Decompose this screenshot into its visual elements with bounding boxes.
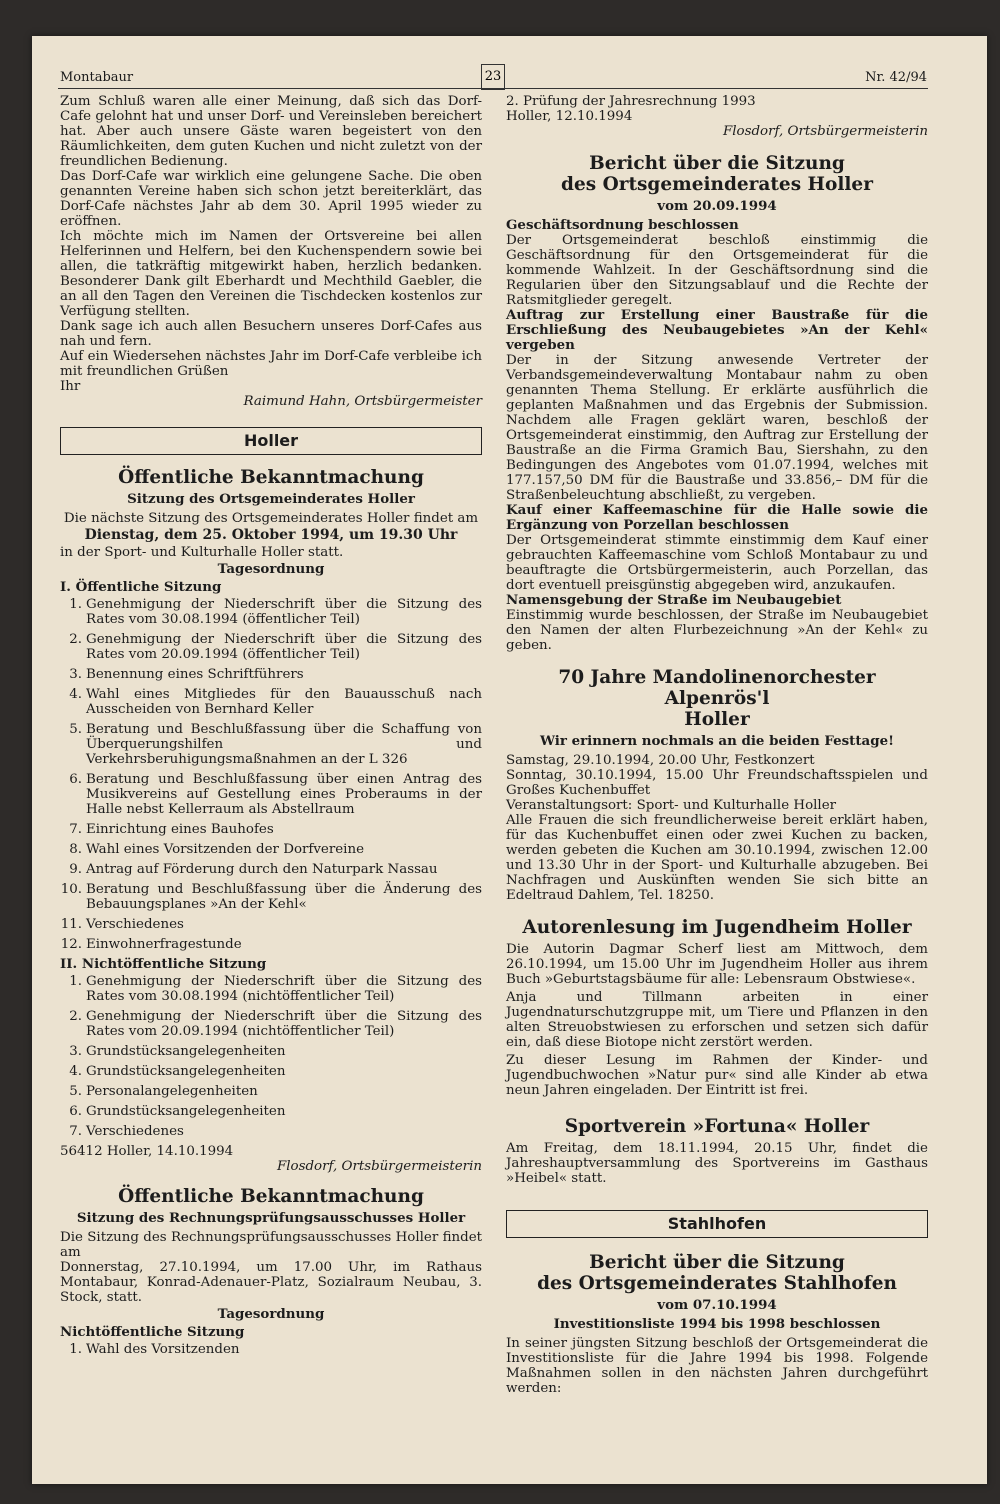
list-item: 3. Benennung eines Schriftführers [69,667,304,682]
report-title: Bericht über die Sitzung des Ortsgemeinderates Stahlhofen [537,1252,897,1294]
list-item: 3. Grundstücksangelegenheiten [69,1044,286,1059]
page-number: 23 [481,64,505,90]
meeting-date: Dienstag, dem 25. Oktober 1994, um 19.30 Uhr [84,527,458,543]
announcement-subtitle: Sitzung des Ortsgemeinderates Holler [127,491,415,507]
sport-title: Sportverein »Fortuna« Holler [564,1116,870,1137]
report-text: Der Ortsgemeinderat beschloß einstimmig die Geschäftsordnung für den Ortsgemeinderat für die kommende Wahlzeit. In der Geschäftsordnung sind die Regularien über den Sitzungsablauf und die Rechte der Ratsmitglieder geregelt. [506,233,928,308]
report-heading: Namensgebung der Straße im Neubaugebiet [506,592,842,608]
reading-text: Die Autorin Dagmar Scherf liest am Mittwoch, dem 26.10.1994, um 15.00 Uhr im Jugendheim Holler aus ihrem Buch »Geburtstagsbäume für alle: Lebensraum Obstwiese«. [506,942,928,987]
section-holler: Holler [60,427,482,455]
reading-title: Autorenlesung im Jugendheim Holler [522,917,912,938]
report-heading: Auftrag zur Erstellung einer Baustraße für die Erschließung des Neubaugebietes »An der Kehl« vergeben [506,307,928,353]
list-item: 5. Beratung und Beschlußfassung über die Schaffung von Überquerungshilfen und Verkehrsberuhigungsmaßnahmen an der L 326 [69,722,482,767]
agenda-heading: Tagesordnung [217,1306,325,1322]
meeting-date: Donnerstag, 27.10.1994, um 17.00 Uhr, im Rathaus Montabaur, Konrad-Adenauer-Platz, Sozialraum Neubau, 3. Stock, statt. [60,1260,482,1305]
signature: Raimund Hahn, Ortsbürgermeister [243,394,482,409]
mandolin-title: 70 Jahre Mandolinenorchester Alpenrös'l Holler [558,667,876,730]
announcement-title: Öffentliche Bekanntmachung [118,467,424,488]
list-item: 8. Wahl eines Vorsitzenden der Dorfvereine [69,842,365,857]
list-item: 5. Personalangelegenheiten [69,1084,258,1099]
list-item: 12. Einwohnerfragestunde [60,937,242,952]
report-heading: Investitionsliste 1994 bis 1998 beschlossen [553,1316,881,1332]
reading-text: Zu dieser Lesung im Rahmen der Kinder- und Jugendbuchwochen »Natur pur« sind alle Kinder ab etwa neun Jahren eingeladen. Der Eintritt ist frei. [506,1053,928,1098]
section-stahlhofen: Stahlhofen [506,1210,928,1238]
list-item: 1. Genehmigung der Niederschrift über die Sitzung des Rates vom 30.08.1994 (nichtöffentlicher Teil) [69,974,482,1004]
right-column [506,94,928,1396]
intro-paragraph: Zum Schluß waren alle einer Meinung, daß sich das Dorf-Cafe gelohnt hat und unser Dorf- und Vereinsleben bereichert hat. Aber auch unsere Gäste waren begeistert von den Räumlichkeiten, dem guten Kuchen und nicht zuletzt von der freundlichen Bedienung. [60,94,482,169]
list-item: 2. Genehmigung der Niederschrift über die Sitzung des Rates vom 20.09.1994 (öffentlicher Teil) [69,632,482,662]
reading-text: Anja und Tillmann arbeiten in einer Jugendnaturschutzgruppe mit, um Tiere und Pflanzen in den alten Streuobstwiesen zu erforschen und setzen sich dafür ein, daß diese Biotope nicht zerstört werden. [506,990,928,1050]
list-item: 9. Antrag auf Förderung durch den Naturpark Nassau [69,862,438,877]
list-item: 11. Verschiedenes [60,917,184,932]
list-item: 6. Beratung und Beschlußfassung über einen Antrag des Musikvereins auf Gestellung eines Proberaums in der Halle nebst Kellerraum als Abstellraum [69,772,482,817]
list-item: 7. Verschiedenes [69,1124,184,1139]
mandolin-line: Veranstaltungsort: Sport- und Kulturhalle Holler [506,798,837,813]
list-item: 1. Wahl des Vorsitzenden [69,1342,240,1357]
header-town: Montabaur [60,70,134,85]
signature: Flosdorf, Ortsbürgermeisterin [722,124,928,139]
report-text: Einstimmig wurde beschlossen, der Straße im Neubaugebiet den Namen der alten Flurbezeichnung »An der Kehl« zu geben. [506,608,928,653]
agenda-heading: Tagesordnung [217,561,325,577]
report-date: vom 07.10.1994 [657,1297,777,1313]
announcement-lead: Die nächste Sitzung des Ortsgemeinderates Holler findet am [63,511,479,526]
paragraph: Auf ein Wiedersehen nächstes Jahr im Dorf-Cafe verbleibe ich mit freundlichen Grüßen [60,349,482,379]
announcement-lead: Die Sitzung des Rechnungsprüfungsausschusses Holler findet am [60,1230,482,1260]
list-item: 4. Wahl eines Mitgliedes für den Bauausschuß nach Ausscheiden von Bernhard Keller [69,687,482,717]
report-text: Der Ortsgemeinderat stimmte einstimmig dem Kauf einer gebrauchten Kaffeemaschine vom Schloß Montabaur zu und beauftragte die Ortsbürgermeisterin, auch Porzellan, das dort eventuell preisgünstig abgegeben wird, anzukaufen. [506,533,928,593]
continued-item: 2. Prüfung der Jahresrechnung 1993 [506,94,756,109]
report-text: Der in der Sitzung anwesende Vertreter der Verbandsgemeindeverwaltung Montabaur nahm zu oben genannten Thema Stellung. Er erklärte ausführlich die geplanten Maßnahmen und das Ergebnis der Submission. Nachdem alle Fragen geklärt waren, beschloß der Ortsgemeinderat einstimmig, den Auftrag zur Erstellung der Baustraße an die Firma Gramich Bau, Siershahn, zu den Bedingungen des Angebotes vom 01.07.1994, welches mit 177.157,50 DM für die Baustraße und 33.856,– DM für die Straßenbeleuchtung abschließt, zu vergeben. [506,353,928,503]
paragraph: Ich möchte mich im Namen der Ortsvereine bei allen Helferinnen und Helfern, bei den Kuchenspendern sowie bei allen, die tatkräftig mitgewirkt haben, herzlich bedanken. Besonderer Dank gilt Eberhardt und Mechthild Gaebler, die an all den Tagen den Vereinen die Tischdecken kostenlos zur Verfügung stellten. [60,229,482,319]
public-session-heading: I. Öffentliche Sitzung [60,579,222,595]
list-item: 2. Genehmigung der Niederschrift über die Sitzung des Rates vom 20.09.1994 (nichtöffentlicher Teil) [69,1009,482,1039]
sport-text: Am Freitag, dem 18.11.1994, 20.15 Uhr, findet die Jahreshauptversammlung des Sportvereins im Gasthaus »Heibel« statt. [506,1141,928,1186]
list-item: 7. Einrichtung eines Bauhofes [69,822,274,837]
list-item: 6. Grundstücksangelegenheiten [69,1104,286,1119]
private-session-heading: Nichtöffentliche Sitzung [60,1324,245,1340]
paragraph: Dank sage ich auch allen Besuchern unseres Dorf-Cafes aus nah und fern. [60,319,482,349]
report-title: Bericht über die Sitzung des Ortsgemeinderates Holler [561,153,873,195]
meeting-place: in der Sport- und Kulturhalle Holler statt. [60,545,344,560]
agenda-list-private [60,974,482,1139]
mandolin-line: Sonntag, 30.10.1994, 15.00 Uhr Freundschaftsspielen und Großes Kuchenbuffet [506,768,928,798]
paragraph: Das Dorf-Cafe war wirklich eine gelungene Sache. Die oben genannten Vereine haben sich schon jetzt bereiterklärt, das Dorf-Cafe nächstes Jahr ab dem 30. April 1995 wieder zu eröffnen. [60,169,482,229]
header-rule [58,88,928,89]
left-column [60,94,482,1362]
list-item: 10. Beratung und Beschlußfassung über die Änderung des Bebauungsplanes »An der Kehl« [60,882,482,912]
agenda-list-public [60,597,482,952]
continued-date: Holler, 12.10.1994 [506,109,633,124]
announcement-footer: 56412 Holler, 14.10.1994 [60,1144,234,1159]
mandolin-text: Alle Frauen die sich freundlicherweise bereit erklärt haben, für das Kuchenbuffet einen oder zwei Kuchen zu backen, werden gebeten die Kuchen am 30.10.1994, zwischen 12.00 und 13.30 Uhr in der Sport- und Kulturhalle abzugeben. Bei Nachfragen und Auskünften wenden Sie sich bitte an Edeltraud Dahlem, Tel. 18250. [506,813,928,903]
signature: Flosdorf, Ortsbürgermeisterin [276,1159,482,1174]
announcement-title: Öffentliche Bekanntmachung [118,1186,424,1207]
report-date: vom 20.09.1994 [657,198,777,214]
agenda-list [60,1342,482,1357]
report-heading: Kauf einer Kaffeemaschine für die Halle sowie die Ergänzung von Porzellan beschlossen [506,502,928,533]
header-issue: Nr. 42/94 [865,70,927,85]
report-heading: Geschäftsordnung beschlossen [506,217,739,233]
report-text: In seiner jüngsten Sitzung beschloß der Ortsgemeinderat die Investitionsliste für die Jahre 1994 bis 1998. Folgende Maßnahmen sollen in den nächsten Jahren durchgeführt werden: [506,1336,928,1396]
announcement-subtitle: Sitzung des Rechnungsprüfungsausschusses Holler [76,1210,466,1226]
private-session-heading: II. Nichtöffentliche Sitzung [60,956,267,972]
list-item: 4. Grundstücksangelegenheiten [69,1064,286,1079]
paragraph: Ihr [60,379,81,394]
list-item: 1. Genehmigung der Niederschrift über die Sitzung des Rates vom 30.08.1994 (öffentlicher Teil) [69,597,482,627]
mandolin-subtitle: Wir erinnern nochmals an die beiden Festtage! [540,733,894,749]
mandolin-line: Samstag, 29.10.1994, 20.00 Uhr, Festkonzert [506,753,815,768]
